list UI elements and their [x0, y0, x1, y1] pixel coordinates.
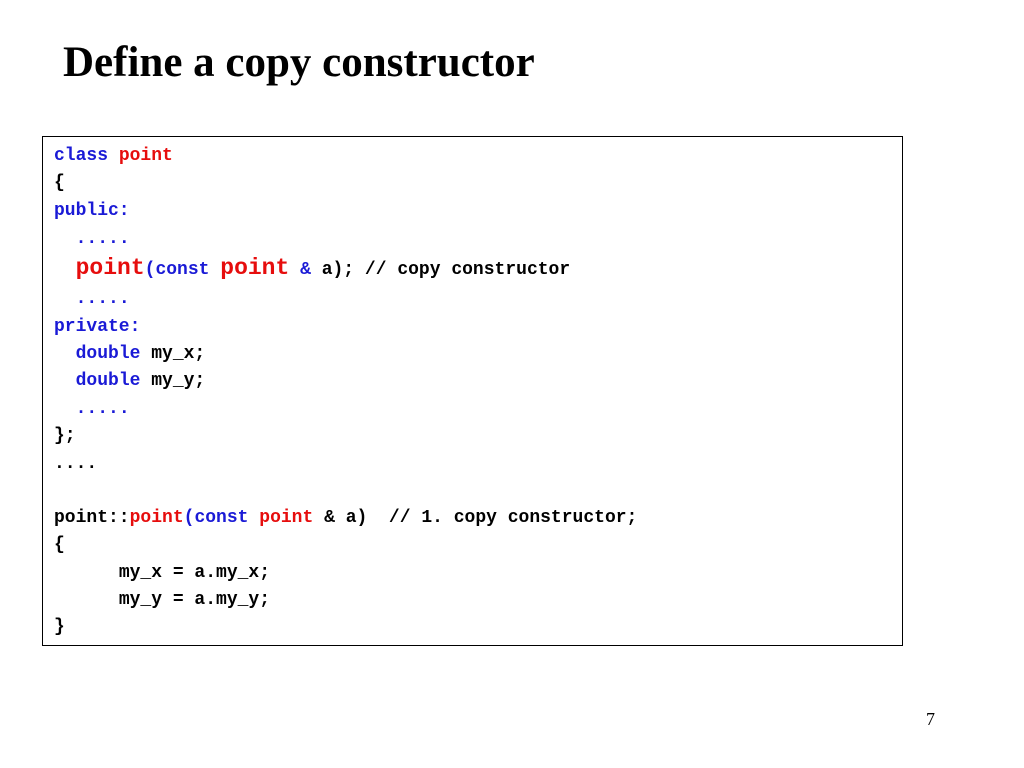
space [248, 508, 259, 528]
access-specifier-public: public: [54, 201, 130, 221]
indent [54, 399, 76, 419]
class-name: point [118, 146, 173, 166]
indent [54, 260, 76, 280]
space [108, 146, 119, 166]
indent [54, 344, 76, 364]
keyword-const: const [155, 260, 210, 280]
code-line [54, 145, 173, 167]
space [289, 260, 300, 280]
keyword-double: double [75, 371, 141, 391]
constructor-name: point [75, 255, 145, 281]
keyword-const: const [194, 508, 249, 528]
code-line: .... [54, 454, 98, 474]
code-line [54, 228, 130, 250]
keyword-class: class [54, 146, 109, 166]
code-block [42, 136, 903, 646]
code-line [54, 288, 130, 310]
definition-rest: & a) // 1. copy constructor; [313, 508, 638, 528]
copy-constructor-definition [54, 507, 637, 529]
assignment-statement [54, 589, 270, 611]
type-name: point [220, 255, 290, 281]
access-specifier-private: private: [54, 317, 141, 337]
assignment-statement [54, 562, 270, 584]
paren: ( [144, 260, 156, 280]
indent [54, 289, 76, 309]
slide-title: Define a copy constructor [63, 39, 535, 86]
code-line: { [54, 535, 65, 555]
member-name: my_y; [140, 371, 206, 391]
code-line [54, 398, 130, 420]
indent [54, 590, 119, 610]
page-number: 7 [926, 709, 935, 729]
ellipsis: ..... [75, 229, 130, 249]
keyword-double: double [75, 344, 141, 364]
ellipsis: ..... [75, 289, 130, 309]
scope-qualifier: point:: [54, 508, 130, 528]
type-name: point [259, 508, 314, 528]
ellipsis: ..... [75, 399, 130, 419]
code-line: }; [54, 426, 76, 446]
statement: my_x = a.my_x; [118, 563, 271, 583]
code-line: { [54, 173, 65, 193]
declaration-rest: a); // copy constructor [310, 260, 571, 280]
member-declaration [54, 370, 205, 392]
constructor-name: point [129, 508, 184, 528]
indent [54, 229, 76, 249]
code-line: } [54, 617, 65, 637]
space [209, 260, 220, 280]
member-name: my_x; [140, 344, 206, 364]
statement: my_y = a.my_y; [118, 590, 271, 610]
indent [54, 371, 76, 391]
ampersand: & [300, 260, 311, 280]
copy-constructor-declaration [54, 257, 570, 281]
paren: ( [183, 508, 195, 528]
indent [54, 563, 119, 583]
member-declaration [54, 343, 205, 365]
